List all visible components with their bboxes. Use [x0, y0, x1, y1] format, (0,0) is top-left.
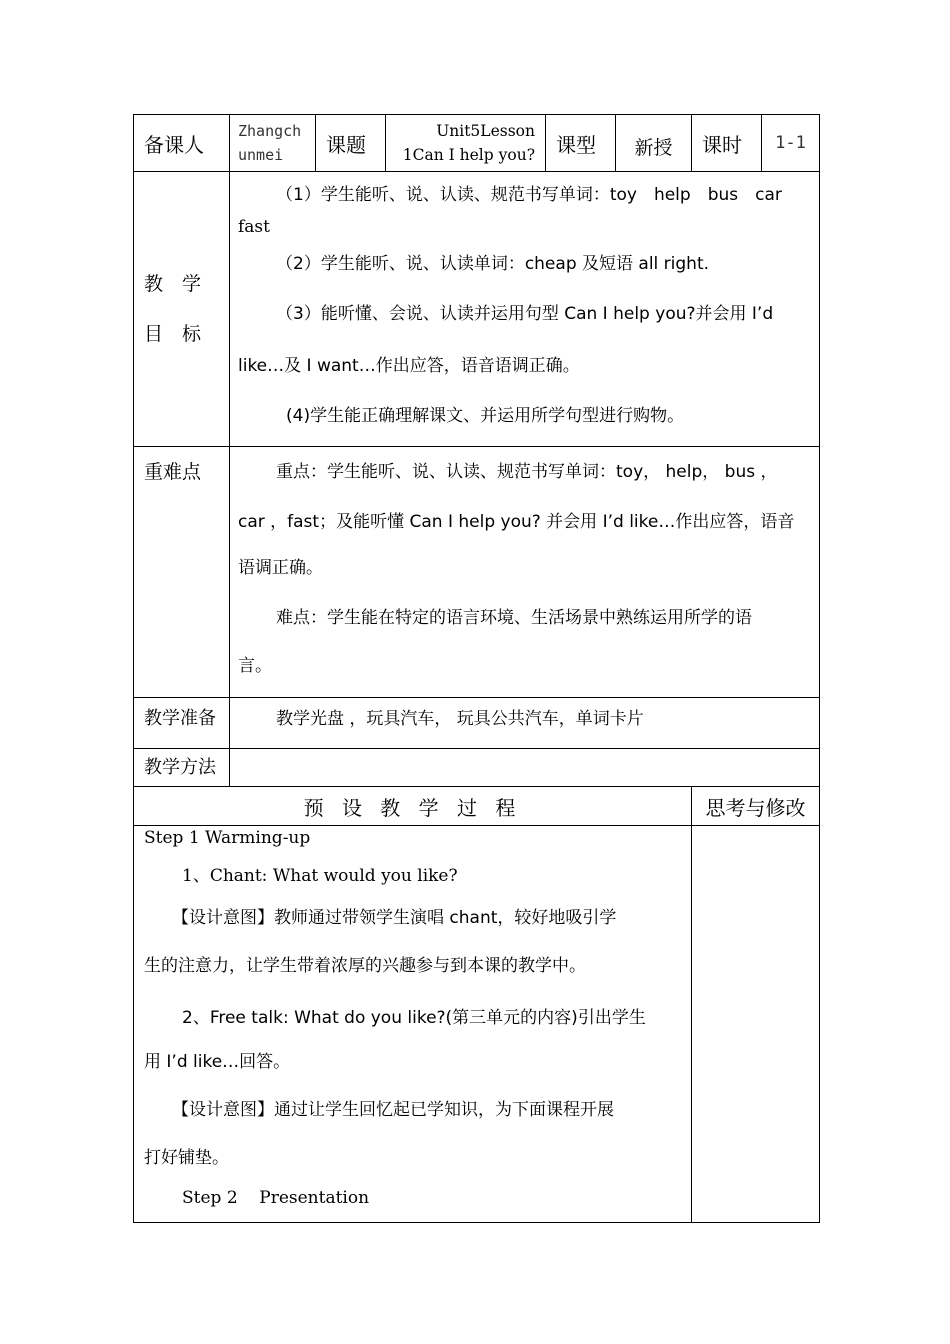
method-label: 教学方法: [144, 757, 216, 778]
notes-title: 思考与修改: [705, 795, 806, 820]
process-header-row: [134, 787, 820, 826]
objectives-label-cell: [134, 172, 230, 447]
step1-item2-line2: 用 I’d like…回答。: [144, 1052, 291, 1072]
objective-1-line2: fast: [238, 217, 270, 237]
notes-content: [692, 826, 820, 1223]
preparer-value-line1: Zhangch: [238, 122, 302, 140]
preparer-value: [230, 115, 316, 172]
method-label-cell: [134, 749, 230, 787]
period-value: 1-1: [762, 115, 820, 172]
focus-line2: car ，fast；及能听懂 Can I help you? 并会用 I’d like…作出应答，语音: [238, 512, 795, 532]
period-label: 课时: [692, 115, 762, 172]
type-value: 新授: [616, 115, 692, 172]
notes-title-cell: [692, 787, 820, 826]
step1-heading: Step 1 Warming-up: [144, 828, 311, 848]
lesson-plan-table: [133, 114, 820, 1223]
preparation-label-cell: [134, 698, 230, 749]
preparation-content: [230, 698, 820, 749]
key-points-label: 重难点: [144, 461, 202, 483]
difficulty-line2: 言。: [238, 656, 272, 676]
topic-label: 课题: [316, 115, 386, 172]
preparation-value: 教学光盘 ，玩具汽车， 玩具公共汽车，单词卡片: [276, 709, 644, 729]
focus-line3: 语调正确。: [238, 558, 323, 578]
intent1-line1: 【设计意图】教师通过带领学生演唱 chant，较好地吸引学: [172, 908, 617, 928]
focus-line1: 重点：学生能听、说、认读、规范书写单词：toy， help， bus ，: [276, 462, 778, 482]
process-title: 预 设 教 学 过 程: [303, 795, 522, 820]
intent2-line1: 【设计意图】通过让学生回忆起已学知识，为下面课程开展: [172, 1100, 614, 1120]
objective-3-line2: like…及 I want…作出应答，语音语调正确。: [238, 356, 580, 376]
topic-value-line2: 1Can I help you?: [402, 146, 535, 164]
difficulty-line1: 难点：学生能在特定的语言环境、生活场景中熟练运用所学的语: [276, 608, 752, 628]
header-row: [134, 115, 820, 172]
objectives-row: [134, 172, 820, 447]
lesson-plan-sheet: [133, 114, 819, 1221]
key-points-content: [230, 447, 820, 698]
process-content: [134, 826, 692, 1223]
key-points-label-cell: [134, 447, 230, 698]
key-points-row: [134, 447, 820, 698]
objective-2: （2）学生能听、说、认读单词：cheap 及短语 all right.: [276, 254, 710, 274]
step1-item1: 1、Chant: What would you like?: [182, 866, 458, 886]
objective-3-line1: （3）能听懂、会说、认读并运用句型 Can I help you?并会用 I’d: [276, 304, 774, 324]
preparation-label: 教学准备: [144, 708, 216, 729]
objective-4: (4)学生能正确理解课文、并运用所学句型进行购物。: [286, 406, 685, 426]
intent2-line2: 打好铺垫。: [144, 1148, 229, 1168]
preparer-value-line2: unmei: [238, 146, 284, 164]
objectives-label-line1: 教 学: [144, 273, 202, 295]
preparation-row: [134, 698, 820, 749]
step2-heading: Step 2 Presentation: [182, 1188, 370, 1208]
topic-value: [386, 115, 546, 172]
method-content: [230, 749, 820, 787]
method-row: [134, 749, 820, 787]
type-label: 课型: [546, 115, 616, 172]
intent1-line2: 生的注意力，让学生带着浓厚的兴趣参与到本课的教学中。: [144, 956, 586, 976]
process-title-cell: [134, 787, 692, 826]
objectives-label-line2: 目 标: [144, 323, 202, 345]
objectives-content: [230, 172, 820, 447]
process-content-row: [134, 826, 820, 1223]
step1-item2-line1: 2、Free talk: What do you like?(第三单元的内容)引出学生: [182, 1008, 646, 1028]
preparer-label: 备课人: [134, 115, 230, 172]
topic-value-line1: Unit5Lesson: [436, 122, 535, 140]
objective-1-line1: （1）学生能听、说、认读、规范书写单词：toy help bus car: [276, 185, 782, 205]
